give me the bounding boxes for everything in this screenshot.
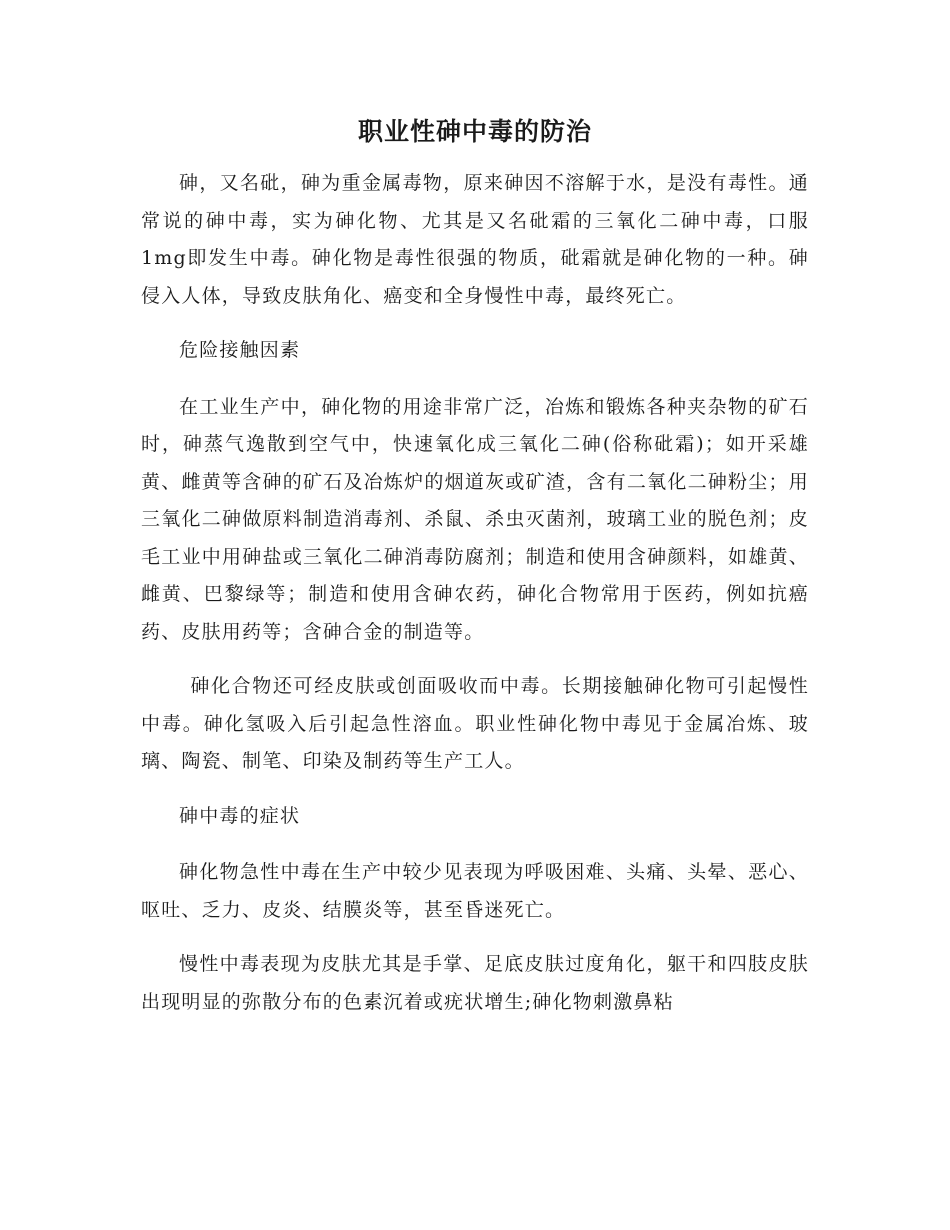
document-body [141, 165, 809, 1038]
section-heading-symptoms: 砷中毒的症状 [179, 804, 301, 827]
acute-symptoms-paragraph: 砷化物急性中毒在生产中较少见表现为呼吸困难、头痛、头晕、恶心、呕吐、乏力、皮炎、结膜炎等，甚至昏迷死亡。 [141, 861, 809, 921]
intro-paragraph: 砷，又名砒，砷为重金属毒物，原来砷因不溶解于水，是没有毒性。通常说的砷中毒，实为砷化物、尤其是又名砒霜的三氧化二砷中毒，口服1mg即发生中毒。砷化物是毒性很强的物质，砒霜就是砷化物的一种。砷侵入人体，导致皮肤角化、癌变和全身慢性中毒，最终死亡。 [141, 172, 809, 307]
exposure-paragraph: 在工业生产中，砷化物的用途非常广泛，冶炼和锻炼各种夹杂物的矿石时，砷蒸气逸散到空气中，快速氧化成三氧化二砷(俗称砒霜)；如开采雄黄、雌黄等含砷的矿石及冶炼炉的烟道灰或矿渣，含有二氧化二砷粉尘；用三氧化二砷做原料制造消毒剂、杀鼠、杀虫灭菌剂，玻璃工业的脱色剂；皮毛工业中用砷盐或三氧化二砷消毒防腐剂；制造和使用含砷颜料，如雄黄、雌黄、巴黎绿等；制造和使用含砷农药，砷化合物常用于医药，例如抗癌药、皮肤用药等；含砷合金的制造等。 [141, 395, 809, 643]
document-title: 职业性砷中毒的防治 [357, 117, 592, 146]
chronic-symptoms-paragraph: 慢性中毒表现为皮肤尤其是手掌、足底皮肤过度角化，躯干和四肢皮肤出现明显的弥散分布的色素沉着或疣状增生;砷化物刺激鼻粘 [141, 953, 809, 1013]
absorption-paragraph: 砷化合物还可经皮肤或创面吸收而中毒。长期接触砷化物可引起慢性中毒。砷化氢吸入后引起急性溶血。职业性砷化物中毒见于金属冶炼、玻璃、陶瓷、制笔、印染及制药等生产工人。 [141, 675, 809, 772]
section-heading-exposure: 危险接触因素 [179, 339, 301, 361]
